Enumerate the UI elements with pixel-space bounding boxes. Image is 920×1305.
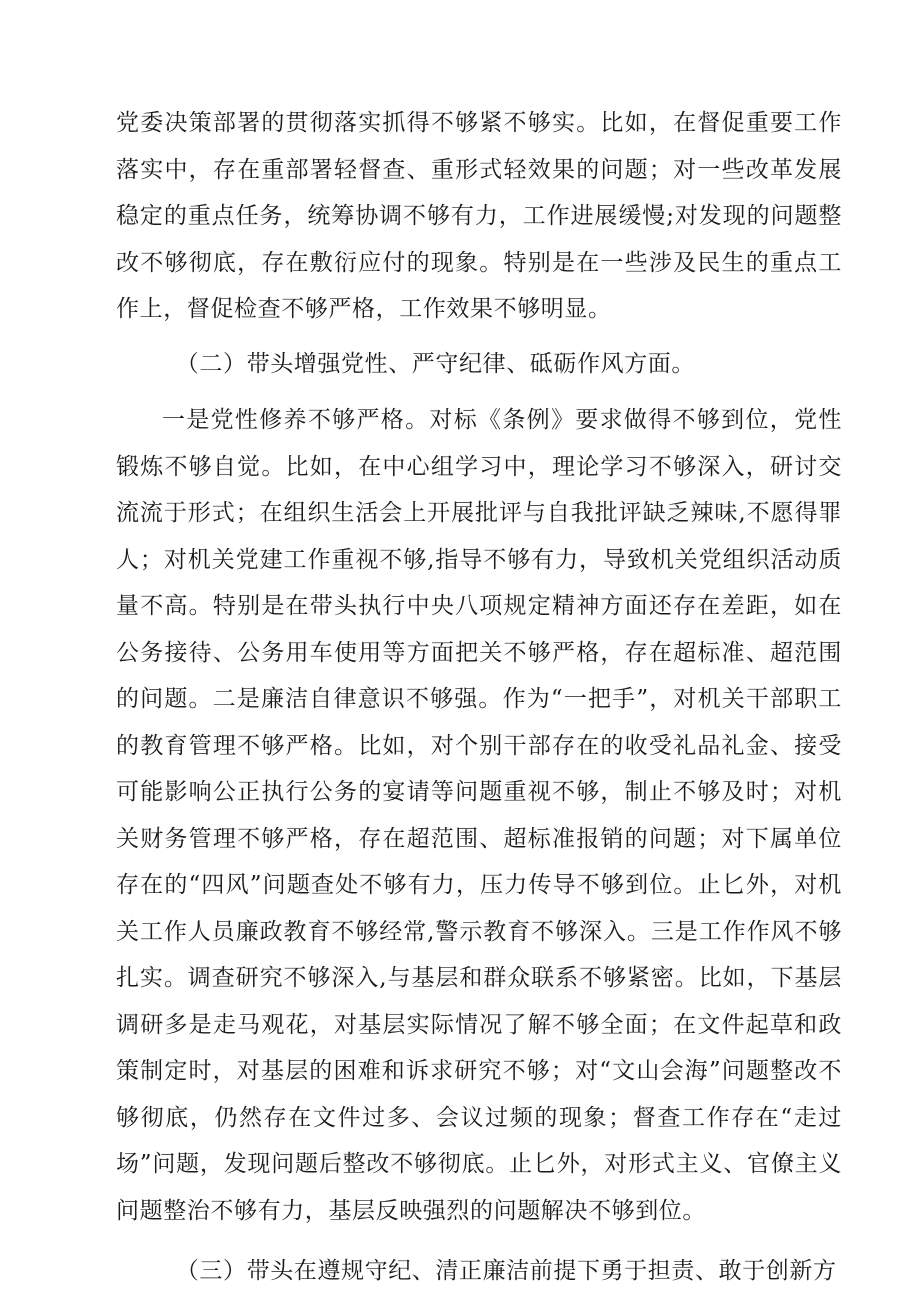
paragraph-section-2: 一是党性修养不够严格。对标《条例》要求做得不够到位，党性锻炼不够自觉。比如，在中心组学习中，理论学习不够深入，研讨交流流于形式；在组织生活会上开展批评与自我批评缺乏辣味,不愿得罪人；对机关党建工作重视不够,指导不够有力，导致机关党组织活动质量不高。特别是在带头执行中央八项规定精神方面还存在差距，如在公务接待、公务用车使用等方面把关不够严格，存在超标准、超范围的问题。二是廉洁自律意识不够强。作为“一把手”，对机关干部职工的教育管理不够严格。比如，对个别干部存在的收受礼品礼金、接受可能影响公正执行公务的宴请等问题重视不够，制止不够及时；对机关财务管理不够严格，存在超范围、超标准报销的问题；对下属单位存在的“四风”问题查处不够有力，压力传导不够到位。止匕外，对机关工作人员廉政教育不够经常,警示教育不够深入。三是工作作风不够扎实。调查研究不够深入,与基层和群众联系不够紧密。比如，下基层调研多是走马观花，对基层实际情况了解不够全面；在文件起草和政策制定时，对基层的困难和诉求研究不够；对“文山会海”问题整改不够彻底，仍然存在文件过多、会议过频的现象；督查工作存在“走过场”问题，发现问题后整改不够彻底。止匕外，对形式主义、官僚主义问题整治不够有力，基层反映强烈的问题解决不够到位。	[116, 407, 842, 1224]
section-heading-3: （三）带头在遵规守纪、清正廉洁前提下勇于担责、敢于创新方	[175, 1258, 837, 1284]
document-body	[116, 100, 842, 1305]
section-heading-2: （二）带头增强党性、严守纪律、砥砺作风方面。	[175, 350, 695, 377]
paragraph-continuation: 党委决策部署的贯彻落实抓得不够紧不够实。比如，在督促重要工作落实中，存在重部署轻督查、重形式轻效果的问题；对一些改革发展稳定的重点任务，统筹协调不够有力，工作进展缓慢;对发现的问题整改不够彻底，存在敷衍应付的现象。特别是在一些涉及民生的重点工作上，督促检查不够严格，工作效果不够明显。	[116, 110, 842, 322]
